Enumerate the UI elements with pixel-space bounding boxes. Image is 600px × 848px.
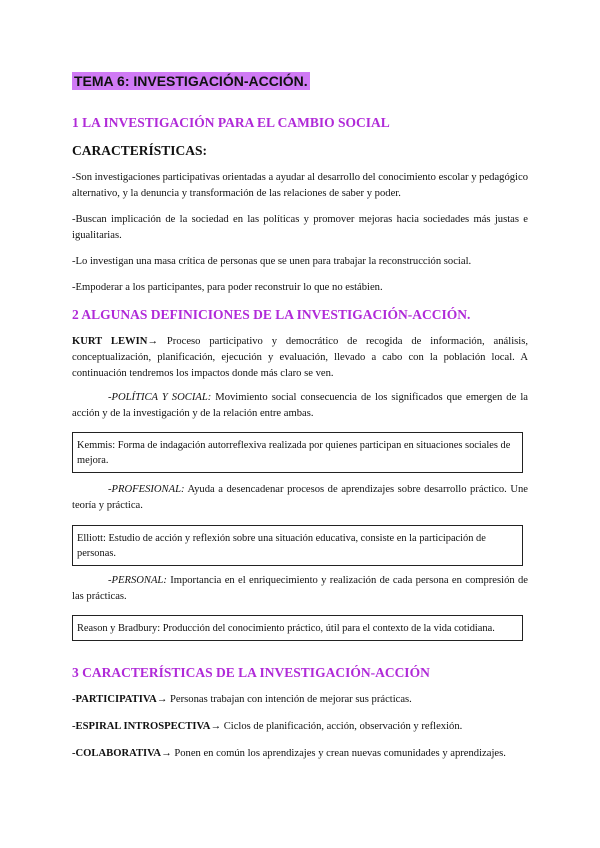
kemmis-box: Kemmis: Forma de indagación autorreflexiva realizada por quienes participan en situaciones sociales de mejora. bbox=[72, 432, 523, 473]
list-item-label: -PARTICIPATIVA bbox=[72, 694, 157, 705]
reason-bradbury-box: Reason y Bradbury: Producción del conocimiento práctico, útil para el contexto de la vida cotidiana. bbox=[72, 615, 523, 641]
personal-text: Importancia en el enriquecimiento y realización de cada persona en compresión de las prácticas. bbox=[72, 575, 528, 602]
lewin-definition bbox=[72, 334, 528, 382]
list-item-text: → Ciclos de planificación, acción, observación y reflexión. bbox=[210, 721, 463, 732]
personal-label: -PERSONAL: bbox=[108, 575, 167, 586]
personal-paragraph bbox=[72, 573, 528, 605]
list-item bbox=[72, 719, 542, 735]
section-heading-1: 1 LA INVESTIGACIÓN PARA EL CAMBIO SOCIAL bbox=[72, 115, 390, 130]
lewin-label: KURT LEWIN bbox=[72, 336, 148, 347]
profesional-paragraph bbox=[72, 482, 528, 514]
politica-label: -POLÍTICA Y SOCIAL: bbox=[108, 392, 212, 403]
paragraph-4: -Empoderar a los participantes, para poder reconstruir lo que no estábien. bbox=[72, 282, 383, 293]
lewin-text: → Proceso participativo y democrático de recogida de información, análisis, conceptualización, planificación, ejecución y evaluación, llevado a cabo con la población local. A continuación tendremos los impactos donde más claro se ven. bbox=[72, 336, 528, 379]
paragraph-3: -Lo investigan una masa crítica de personas que se unen para trabajar la reconstrucción social. bbox=[72, 256, 472, 267]
list-item-label: -ESPIRAL INTROSPECTIVA bbox=[72, 721, 211, 732]
profesional-text: Ayuda a desencadenar procesos de aprendizajes sobre desarrollo práctico. Une teoría y práctica. bbox=[72, 484, 528, 511]
list-item-label: -COLABORATIVA bbox=[72, 748, 162, 759]
politica-text: Movimiento social consecuencia de los significados que emergen de la acción y de la investigación y de la relación entre ambas. bbox=[72, 392, 528, 419]
elliott-box: Elliott: Estudio de acción y reflexión sobre una situación educativa, consiste en la participación de personas. bbox=[72, 525, 523, 566]
paragraph-1: -Son investigaciones participativas orientadas a ayudar al desarrollo del conocimiento escolar y pedagógico alternativo, y la denuncia y transformación de las relaciones de saber y poder. bbox=[72, 172, 528, 199]
page-title: TEMA 6: INVESTIGACIÓN-ACCIÓN. bbox=[74, 73, 308, 89]
profesional-label: -PROFESIONAL: bbox=[108, 484, 185, 495]
politica-paragraph bbox=[72, 390, 528, 422]
list-item bbox=[72, 692, 542, 708]
section-heading-2: 2 ALGUNAS DEFINICIONES DE LA INVESTIGACIÓN-ACCIÓN. bbox=[72, 307, 471, 322]
paragraph-2: -Buscan implicación de la sociedad en las políticas y promover mejoras hacia sociedades más justas e igualitarias. bbox=[72, 214, 528, 241]
characteristics-subheading: CARACTERÍSTICAS: bbox=[72, 143, 208, 158]
list-item-text: → Personas trabajan con intención de mejorar sus prácticas. bbox=[156, 694, 412, 705]
section-heading-3: 3 CARACTERÍSTICAS DE LA INVESTIGACIÓN-ACCIÓN bbox=[72, 665, 430, 680]
list-item-text: → Ponen en común los aprendizajes y crean nuevas comunidades y aprendizajes. bbox=[161, 748, 506, 759]
list-item bbox=[72, 746, 542, 762]
